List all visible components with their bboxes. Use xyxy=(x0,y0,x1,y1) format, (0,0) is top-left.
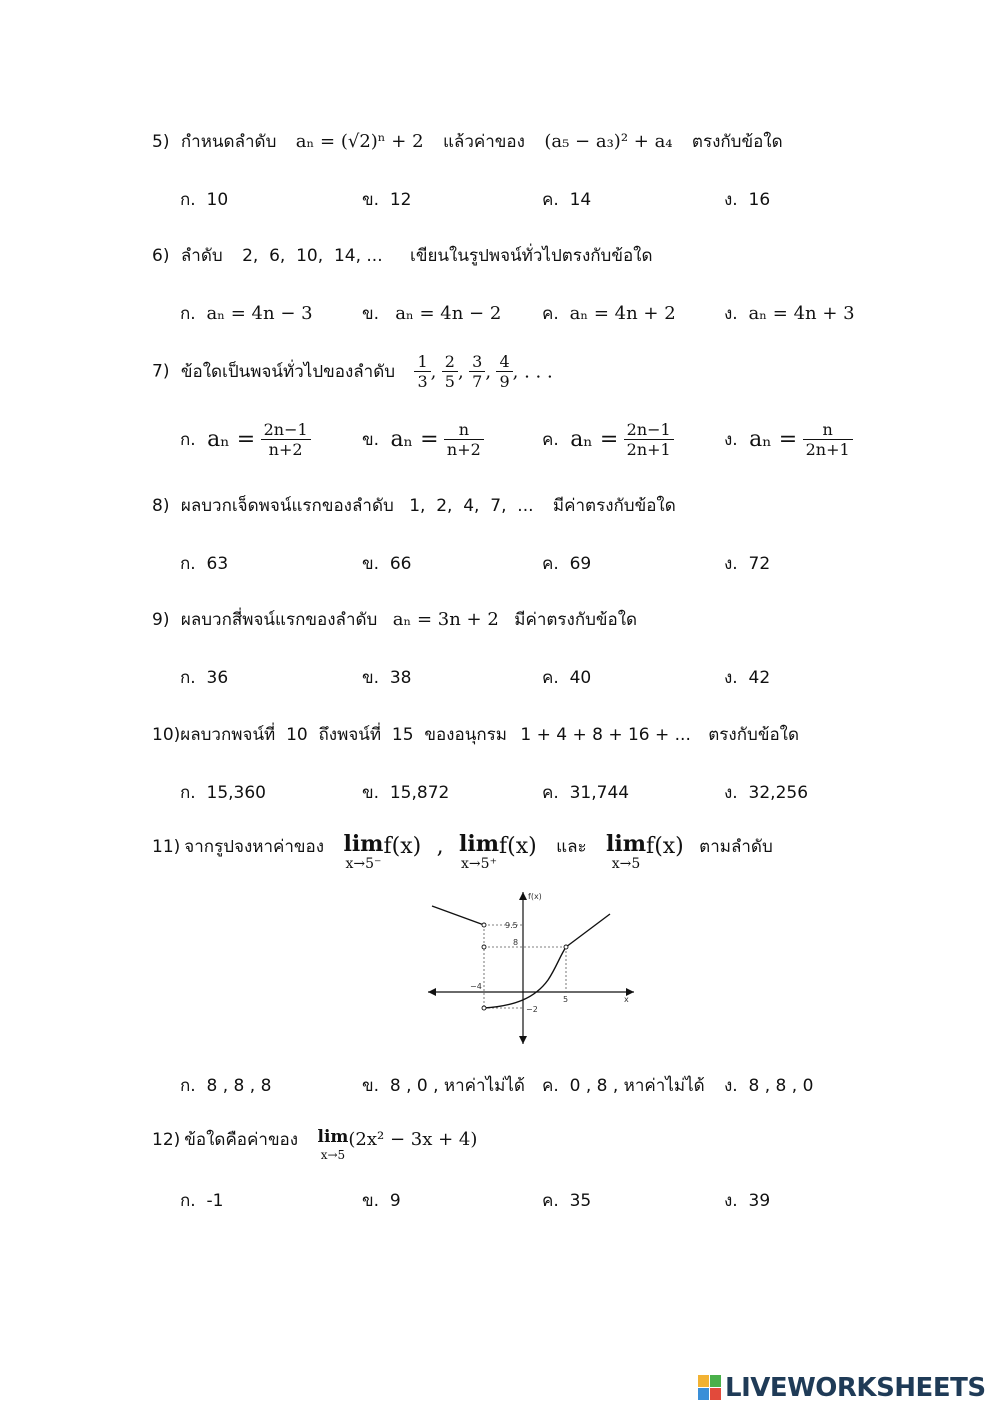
limit-two-sided: lim x→5 xyxy=(606,831,647,872)
question-number: 5) xyxy=(152,132,170,152)
open-point-right xyxy=(564,945,568,949)
question-text: จากรูปจงหาค่าของ xyxy=(184,837,325,857)
option-d[interactable]: ง. aₙ = 4n + 3 xyxy=(724,303,855,324)
left-ray xyxy=(432,906,484,925)
option-d[interactable]: ง. 39 xyxy=(724,1191,771,1211)
option-a[interactable]: ก. 10 xyxy=(180,190,229,210)
option-c[interactable]: ค. aₙ = $\frac{2n-1}{2n+1}$ xyxy=(542,420,674,459)
fraction: $\frac{2}{5}$ xyxy=(442,352,458,391)
question-text: ตรงกับข้อใด xyxy=(691,132,783,152)
fraction: $\frac{4}{9}$ xyxy=(496,352,512,391)
option-a[interactable]: ก. aₙ = 4n − 3 xyxy=(180,303,313,324)
right-ray xyxy=(566,914,610,947)
open-point-upper-left xyxy=(482,923,486,927)
option-b[interactable]: ข. 9 xyxy=(362,1191,401,1211)
option-c[interactable]: ค. aₙ = 4n + 2 xyxy=(542,303,676,324)
question-text: ตามลำดับ xyxy=(699,837,773,857)
open-point-bottom xyxy=(482,1006,486,1010)
fraction: $\frac{1}{3}$ xyxy=(414,352,430,391)
option-b[interactable]: ข. 15,872 xyxy=(362,783,450,803)
option-d[interactable]: ง. 32,256 xyxy=(724,783,809,803)
question-number: 11) xyxy=(152,837,181,857)
fraction-sequence: $\frac{1}{3}$ , $\frac{2}{5}$ , $\frac{3}{7}$ , $\frac{4}{9}$ , . . . xyxy=(414,362,552,382)
y-axis-arrow-up xyxy=(519,892,527,900)
sequence: 2, 6, 10, 14, ... xyxy=(242,246,383,266)
formula: aₙ = 3n + 2 xyxy=(392,609,499,630)
graph-label-8: 8 xyxy=(513,938,519,947)
graph-label-x: x xyxy=(624,995,629,1004)
option-c[interactable]: ค. 69 xyxy=(542,554,592,574)
question-text: กำหนดลำดับ xyxy=(180,132,277,152)
logo-badge-icon xyxy=(698,1375,722,1401)
option-b[interactable]: ข. 66 xyxy=(362,554,412,574)
question-text: ข้อใดเป็นพจน์ทั่วไปของลำดับ xyxy=(180,362,396,382)
question-text: ลำดับ xyxy=(180,246,223,266)
x-axis-arrow-left xyxy=(428,988,436,996)
formula: aₙ = (√2)ⁿ + 2 xyxy=(295,131,424,152)
option-a[interactable]: ก. 15,360 xyxy=(180,783,266,803)
question-10 xyxy=(152,721,799,748)
question-5 xyxy=(152,128,783,155)
option-a[interactable]: ก. -1 xyxy=(180,1191,224,1211)
question-text: ผลบวกพจน์ที่ 10 ถึงพจน์ที่ 15 ของอนุกรม xyxy=(180,725,507,745)
sequence: 1, 2, 4, 7, ... xyxy=(409,496,534,516)
question-number: 8) xyxy=(152,496,170,516)
option-c[interactable]: ค. 40 xyxy=(542,668,592,688)
series: 1 + 4 + 8 + 16 + ... xyxy=(520,725,691,745)
graph-label-neg4: −4 xyxy=(470,982,482,991)
option-b[interactable]: ข. aₙ = 4n − 2 xyxy=(362,303,502,324)
option-c[interactable]: ค. 35 xyxy=(542,1191,592,1211)
logo-text: LIVEWORKSHEETS xyxy=(725,1373,986,1403)
graph-label-fx: f(x) xyxy=(528,892,542,901)
question-7 xyxy=(152,352,553,391)
formula: (a₅ − a₃)² + a₄ xyxy=(544,131,673,152)
question-9 xyxy=(152,606,637,633)
expression: (2x² − 3x + 4) xyxy=(348,1129,478,1150)
question-number: 10) xyxy=(152,725,181,745)
question-12 xyxy=(152,1128,477,1163)
option-a[interactable]: ก. 63 xyxy=(180,554,229,574)
option-d[interactable]: ง. 72 xyxy=(724,554,771,574)
question-text: เขียนในรูปพจน์ทั่วไปตรงกับข้อใด xyxy=(410,246,653,266)
question-text: แล้วค่าของ xyxy=(442,132,525,152)
question-text: ตรงกับข้อใด xyxy=(708,725,799,745)
question-11: 11) จากรูปจงหาค่าของ lim x→5⁻ f(x) , lim x→5⁺ f(x) และ lim x→5 f(x) ตามลำดับ xyxy=(152,831,773,872)
limit-right: lim x→5⁺ xyxy=(459,831,499,872)
question-number: 7) xyxy=(152,361,170,382)
function-graph xyxy=(420,888,640,1048)
option-c[interactable]: ค. 14 xyxy=(542,190,592,210)
option-b[interactable]: ข. 12 xyxy=(362,190,412,210)
graph-label-9-5: 9.5 xyxy=(505,921,518,930)
question-6 xyxy=(152,242,653,269)
option-b[interactable]: ข. 8 , 0 , หาค่าไม่ได้ xyxy=(362,1076,525,1096)
option-a[interactable]: ก. aₙ = $\frac{2n-1}{n+2}$ xyxy=(180,420,311,459)
option-d[interactable]: ง. 8 , 8 , 0 xyxy=(724,1076,814,1096)
option-d[interactable]: ง. 16 xyxy=(724,190,771,210)
question-text: มีค่าตรงกับข้อใด xyxy=(514,610,638,630)
graph-label-5: 5 xyxy=(563,995,569,1004)
option-a[interactable]: ก. 36 xyxy=(180,668,229,688)
question-number: 9) xyxy=(152,610,170,630)
option-c[interactable]: ค. 0 , 8 , หาค่าไม่ได้ xyxy=(542,1076,705,1096)
limit: lim x→5 xyxy=(317,1127,349,1162)
question-text: ผลบวกเจ็ดพจน์แรกของลำดับ xyxy=(180,496,394,516)
graph-label-neg2: −2 xyxy=(526,1005,538,1014)
option-b[interactable]: ข. aₙ = $\frac{n}{n+2}$ xyxy=(362,420,484,459)
middle-curve xyxy=(484,947,569,1008)
option-d[interactable]: ง. 42 xyxy=(724,668,771,688)
y-axis-arrow-down xyxy=(519,1036,527,1044)
option-c[interactable]: ค. 31,744 xyxy=(542,783,630,803)
fraction: $\frac{3}{7}$ xyxy=(469,352,485,391)
question-number: 6) xyxy=(152,246,170,266)
question-text: ผลบวกสี่พจน์แรกของลำดับ xyxy=(180,610,378,630)
limit-left: lim x→5⁻ xyxy=(343,831,384,872)
option-a[interactable]: ก. 8 , 8 , 8 xyxy=(180,1076,272,1096)
liveworksheets-logo[interactable] xyxy=(698,1373,986,1403)
option-d[interactable]: ง. aₙ = $\frac{n}{2n+1}$ xyxy=(724,420,853,459)
option-b[interactable]: ข. 38 xyxy=(362,668,412,688)
question-number: 12) xyxy=(152,1130,181,1150)
question-text: มีค่าตรงกับข้อใด xyxy=(552,496,676,516)
question-text: ข้อใดคือค่าของ xyxy=(184,1130,299,1150)
question-8 xyxy=(152,492,676,519)
open-point-lower-left xyxy=(482,945,486,949)
